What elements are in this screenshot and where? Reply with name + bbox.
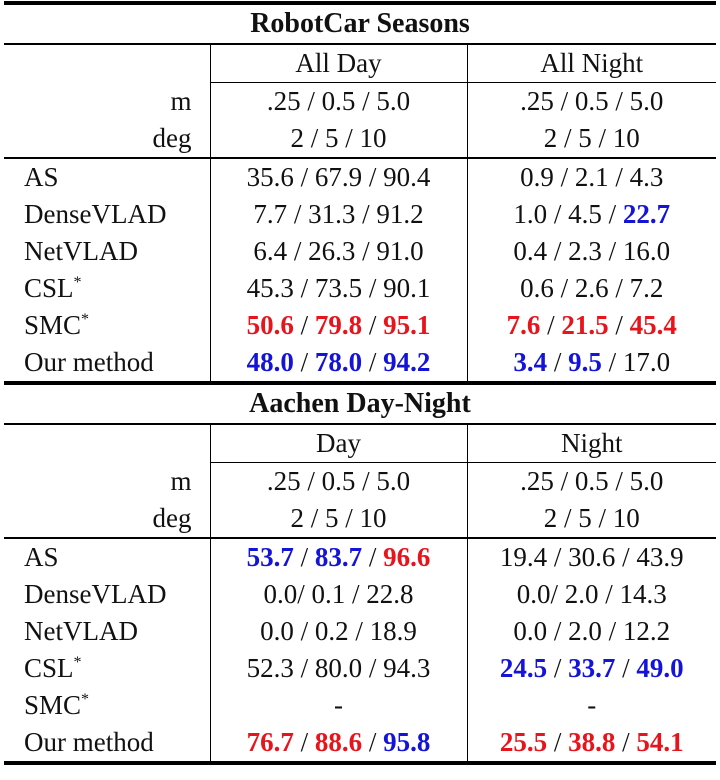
threshold-label: m (170, 465, 192, 496)
asterisk-marker: * (81, 691, 90, 708)
cell-value: 79.8 (314, 310, 363, 340)
cell-value: 90.1 (383, 273, 431, 303)
result-cell: 50.6 / 79.8 / 95.1 (210, 307, 467, 344)
cell-value: 2.3 (568, 236, 602, 266)
result-cell: 25.5 / 38.8 / 54.1 (467, 724, 716, 763)
cell-value: 25.5 (499, 727, 548, 757)
method-name (4, 613, 210, 650)
cell-value: 48.0 (246, 347, 294, 377)
cell-value: 35.6 (246, 162, 294, 192)
method-name (4, 538, 210, 576)
result-cell (210, 687, 467, 724)
threshold-value: 2 / 5 / 10 (210, 120, 467, 158)
table-row (4, 613, 716, 650)
result-cell (210, 576, 467, 613)
cell-value: 9.5 (568, 347, 602, 377)
cell-value: 33.7 (568, 653, 616, 683)
result-cell: 53.7 / 83.7 / 96.6 (210, 538, 467, 576)
cell-value: 0.0 (260, 616, 294, 646)
method-name (4, 650, 210, 687)
result-cell (467, 687, 716, 724)
cell-value: 0.0/ 2.0 / 14.3 (516, 579, 667, 609)
cell-value: 95.8 (383, 727, 431, 757)
table-row (4, 576, 716, 613)
cell-value: 4.3 (629, 162, 664, 192)
cell-value: 21.5 (561, 310, 609, 340)
threshold-value: .25 / 0.5 / 5.0 (467, 463, 716, 501)
cell-value: 95.1 (383, 310, 431, 340)
table-row (4, 687, 716, 724)
cell-value: 50.6 (246, 310, 294, 340)
column-header-row (4, 424, 716, 463)
result-cell: 24.5 / 33.7 / 49.0 (467, 650, 716, 687)
result-cell: 6.4 / 26.3 / 91.0 (210, 233, 467, 270)
cell-value: 4.5 (568, 199, 602, 229)
cell-value: 96.6 (383, 542, 431, 572)
cell-value: 12.2 (622, 616, 671, 646)
cell-value: 2.6 (574, 273, 609, 303)
result-cell: 0.0 / 0.2 / 18.9 (210, 613, 467, 650)
table-row (4, 158, 716, 196)
table-row (4, 307, 716, 344)
threshold-label: deg (152, 503, 192, 533)
cell-value: 7.2 (629, 273, 664, 303)
method-name (4, 270, 210, 307)
cell-value: 91.2 (376, 199, 424, 229)
cell-value: 2.0 (568, 616, 602, 646)
cell-value: 88.6 (314, 727, 363, 757)
cell-value: - (334, 690, 343, 720)
result-cell: 7.6 / 21.5 / 45.4 (467, 307, 716, 344)
section-title: Aachen Day-Night (4, 383, 716, 424)
threshold-value: 2 / 5 / 10 (467, 120, 716, 158)
cell-value: 22.7 (622, 199, 671, 229)
cell-value: 24.5 (499, 653, 548, 683)
cell-value: 52.3 (246, 653, 294, 683)
method-name (4, 344, 210, 383)
cell-value: 0.6 (520, 273, 554, 303)
result-cell: 0.4 / 2.3 / 16.0 (467, 233, 716, 270)
table-row (4, 196, 716, 233)
cell-value: 6.4 (253, 236, 288, 266)
cell-value: 43.9 (636, 542, 684, 572)
cell-value: 94.2 (383, 347, 431, 377)
cell-value: 7.7 (253, 199, 288, 229)
result-cell: 0.0 / 2.0 / 12.2 (467, 613, 716, 650)
method-label: AS (24, 162, 59, 192)
method-name (4, 158, 210, 196)
cell-value: 38.8 (568, 727, 616, 757)
cell-value: 80.0 (314, 653, 363, 683)
results-table-container (4, 1, 716, 765)
column-header: All Day (210, 44, 467, 83)
result-cell: 7.7 / 31.3 / 91.2 (210, 196, 467, 233)
result-cell: 19.4 / 30.6 / 43.9 (467, 538, 716, 576)
cell-value: 53.7 (246, 542, 294, 572)
result-cell: 1.0 / 4.5 / 22.7 (467, 196, 716, 233)
asterisk-marker: * (73, 654, 82, 671)
result-cell: 3.4 / 9.5 / 17.0 (467, 344, 716, 383)
result-cell: 35.6 / 67.9 / 90.4 (210, 158, 467, 196)
method-name (4, 724, 210, 763)
result-cell: 52.3 / 80.0 / 94.3 (210, 650, 467, 687)
cell-value: 0.0/ 0.1 / 22.8 (263, 579, 414, 609)
table-row (4, 650, 716, 687)
cell-value: 0.2 (314, 616, 349, 646)
empty-header-cell (4, 424, 210, 463)
cell-value: 67.9 (314, 162, 363, 192)
cell-value: 45.4 (629, 310, 677, 340)
threshold-value: .25 / 0.5 / 5.0 (467, 83, 716, 121)
asterisk-marker: * (81, 311, 90, 328)
cell-value: 16.0 (622, 236, 671, 266)
cell-value: 0.4 (513, 236, 548, 266)
cell-value: 94.3 (383, 653, 431, 683)
cell-value: 31.3 (308, 199, 356, 229)
table-row (4, 233, 716, 270)
cell-value: 17.0 (622, 347, 671, 377)
empty-header-cell (4, 44, 210, 83)
method-label: DenseVLAD (24, 579, 167, 609)
cell-value: 30.6 (568, 542, 616, 572)
method-label: NetVLAD (24, 616, 138, 646)
method-name (4, 576, 210, 613)
result-cell (467, 576, 716, 613)
method-label: AS (24, 542, 59, 572)
method-label: Our method (24, 727, 154, 757)
threshold-value: 2 / 5 / 10 (467, 500, 716, 538)
cell-value: 19.4 (499, 542, 548, 572)
method-label: CSL (24, 273, 74, 303)
column-header: Night (467, 424, 716, 463)
method-label: SMC (24, 690, 82, 720)
threshold-label: m (170, 85, 192, 116)
section-title-row (4, 383, 716, 424)
cell-value: 45.3 (246, 273, 294, 303)
cell-value: 91.0 (376, 236, 424, 266)
table-row (4, 344, 716, 383)
column-header: Day (210, 424, 467, 463)
result-cell: 0.9 / 2.1 / 4.3 (467, 158, 716, 196)
method-label: NetVLAD (24, 236, 138, 266)
threshold-m-row (4, 463, 716, 501)
threshold-value: .25 / 0.5 / 5.0 (210, 83, 467, 121)
cell-value: 0.0 (513, 616, 548, 646)
method-name (4, 233, 210, 270)
section-title-row (4, 3, 716, 44)
method-name (4, 307, 210, 344)
threshold-m-row (4, 83, 716, 121)
cell-value: 73.5 (314, 273, 363, 303)
cell-value: 90.4 (383, 162, 431, 192)
table-row (4, 270, 716, 307)
method-name (4, 196, 210, 233)
method-label: CSL (24, 653, 74, 683)
cell-value: 49.0 (636, 653, 684, 683)
cell-value: 54.1 (636, 727, 684, 757)
cell-value: 18.9 (369, 616, 417, 646)
threshold-deg-row (4, 120, 716, 158)
section-title: RobotCar Seasons (4, 3, 716, 44)
cell-value: - (587, 690, 597, 720)
result-cell: 45.3 / 73.5 / 90.1 (210, 270, 467, 307)
cell-value: 76.7 (246, 727, 294, 757)
cell-value: 2.1 (574, 162, 609, 192)
result-cell: 76.7 / 88.6 / 95.8 (210, 724, 467, 763)
threshold-value: 2 / 5 / 10 (210, 500, 467, 538)
table-row (4, 538, 716, 576)
table-row (4, 724, 716, 763)
method-label: SMC (24, 310, 82, 340)
method-label: Our method (24, 347, 154, 377)
cell-value: 7.6 (506, 310, 541, 340)
result-cell: 0.6 / 2.6 / 7.2 (467, 270, 716, 307)
cell-value: 0.9 (520, 162, 554, 192)
cell-value: 26.3 (308, 236, 356, 266)
cell-value: 83.7 (314, 542, 363, 572)
column-header-row (4, 44, 716, 83)
method-name (4, 687, 210, 724)
result-cell: 48.0 / 78.0 / 94.2 (210, 344, 467, 383)
results-table (4, 1, 716, 765)
method-label: DenseVLAD (24, 199, 167, 229)
threshold-deg-row (4, 500, 716, 538)
threshold-value: .25 / 0.5 / 5.0 (210, 463, 467, 501)
asterisk-marker: * (73, 274, 82, 291)
column-header: All Night (467, 44, 716, 83)
cell-value: 78.0 (314, 347, 363, 377)
threshold-label: deg (152, 123, 192, 153)
cell-value: 1.0 (513, 199, 548, 229)
cell-value: 3.4 (513, 347, 548, 377)
